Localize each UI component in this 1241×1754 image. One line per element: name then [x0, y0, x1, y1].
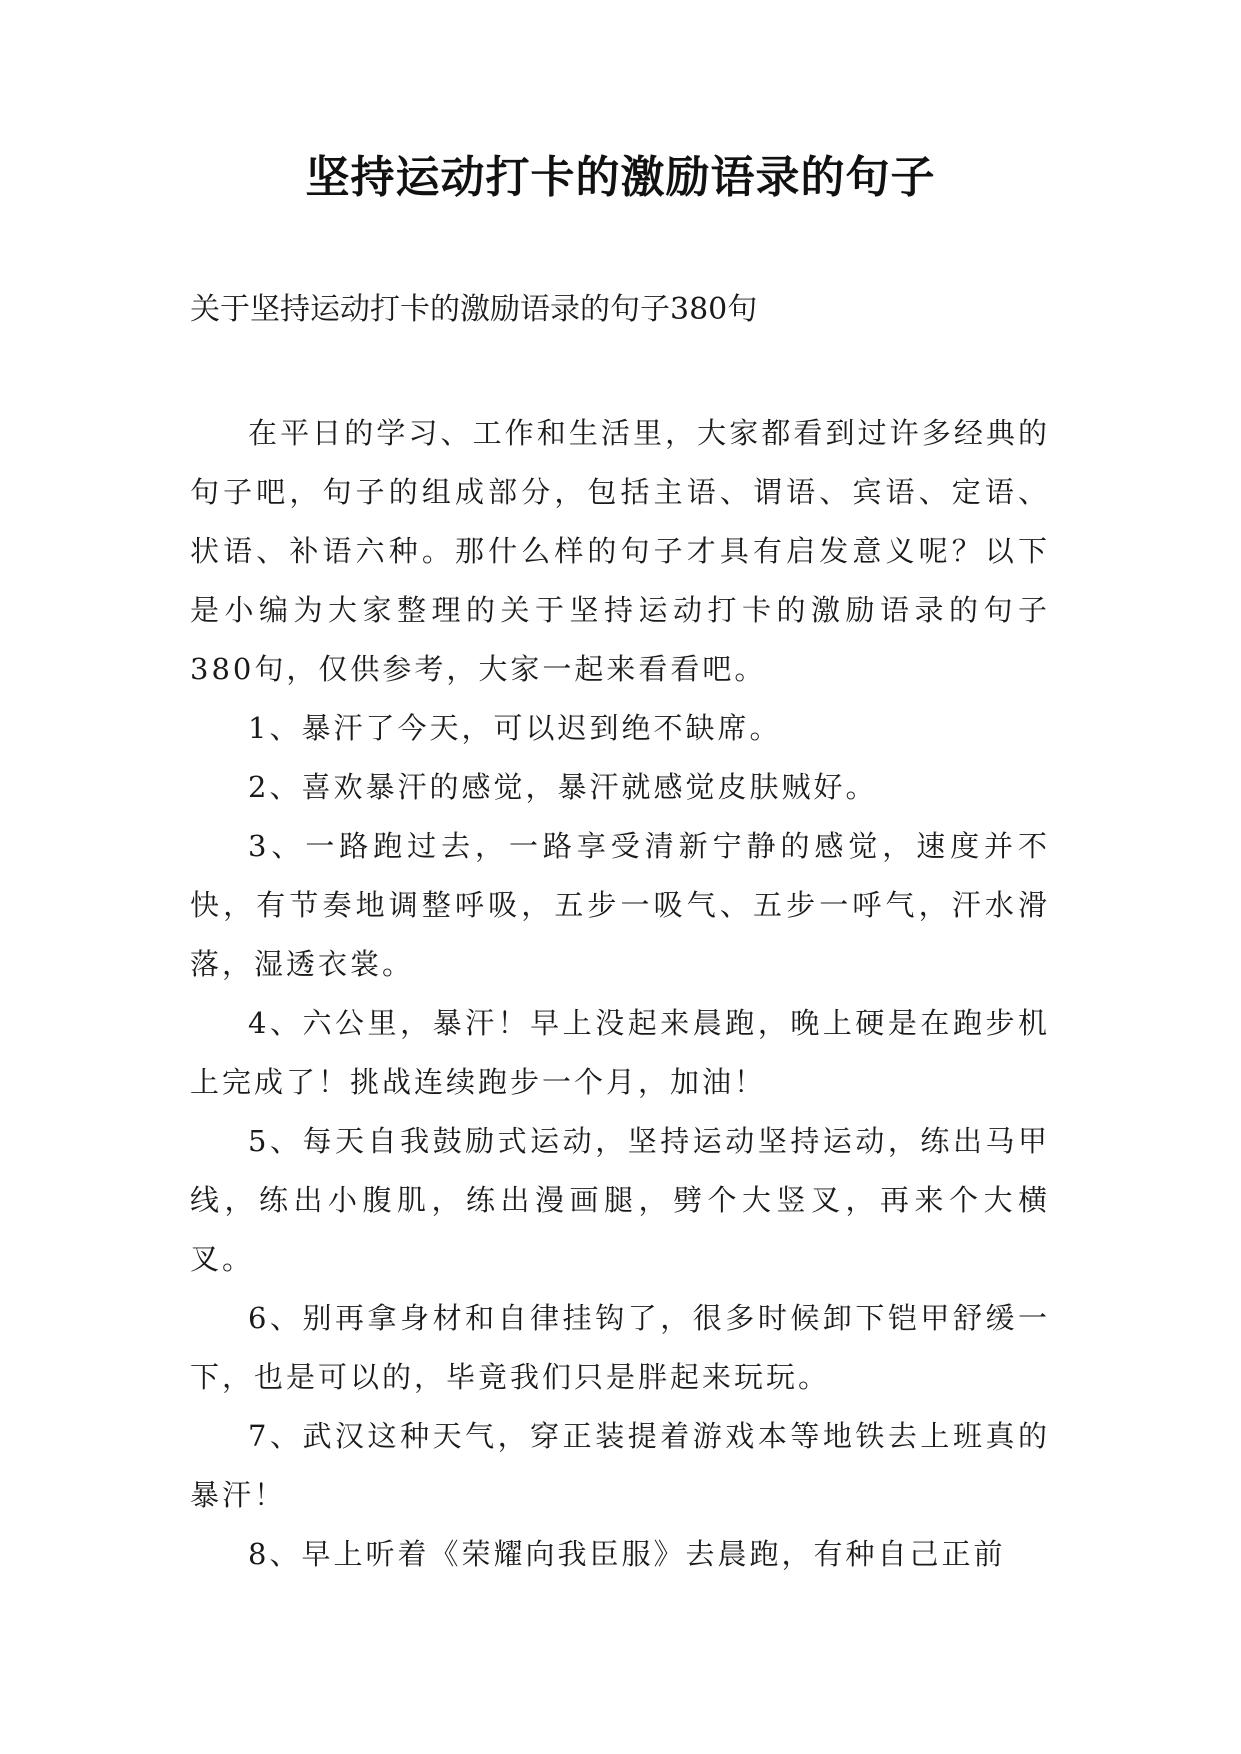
quote-paragraph-3: 3、一路跑过去，一路享受清新宁静的感觉，速度并不快，有节奏地调整呼吸，五步一吸气、五步一呼气，汗水滑落，湿透衣裳。	[190, 829, 1050, 981]
intro-paragraph: 在平日的学习、工作和生活里，大家都看到过许多经典的句子吧，句子的组成部分，包括主语、谓语、宾语、定语、状语、补语六种。那什么样的句子才具有启发意义呢？以下是小编为大家整理的关于坚持运动打卡的激励语录的句子380句，仅供参考，大家一起来看看吧。	[190, 416, 1050, 686]
document-subtitle: 关于坚持运动打卡的激励语录的句子380句	[190, 292, 758, 327]
quote-paragraph-2: 2、喜欢暴汗的感觉，暴汗就感觉皮肤贼好。	[248, 770, 878, 804]
quote-paragraph-5: 5、每天自我鼓励式运动，坚持运动坚持运动，练出马甲线，练出小腹肌，练出漫画腿，劈个大竖叉，再来个大横叉。	[190, 1124, 1050, 1276]
quote-paragraph-6: 6、别再拿身材和自律挂钩了，很多时候卸下铠甲舒缓一下，也是可以的，毕竟我们只是胖起来玩玩。	[190, 1301, 1050, 1394]
quote-paragraph-7: 7、武汉这种天气，穿正装提着游戏本等地铁去上班真的暴汗！	[190, 1419, 1050, 1512]
quote-paragraph-1: 1、暴汗了今天，可以迟到绝不缺席。	[248, 711, 782, 745]
document-body	[190, 404, 1050, 1584]
quote-paragraph-4: 4、六公里，暴汗！早上没起来晨跑，晚上硬是在跑步机上完成了！挑战连续跑步一个月，加油！	[190, 1006, 1050, 1099]
document-title: 坚持运动打卡的激励语录的句子	[305, 152, 936, 203]
quote-paragraph-8: 8、早上听着《荣耀向我臣服》去晨跑，有种自己正前	[248, 1537, 1006, 1571]
